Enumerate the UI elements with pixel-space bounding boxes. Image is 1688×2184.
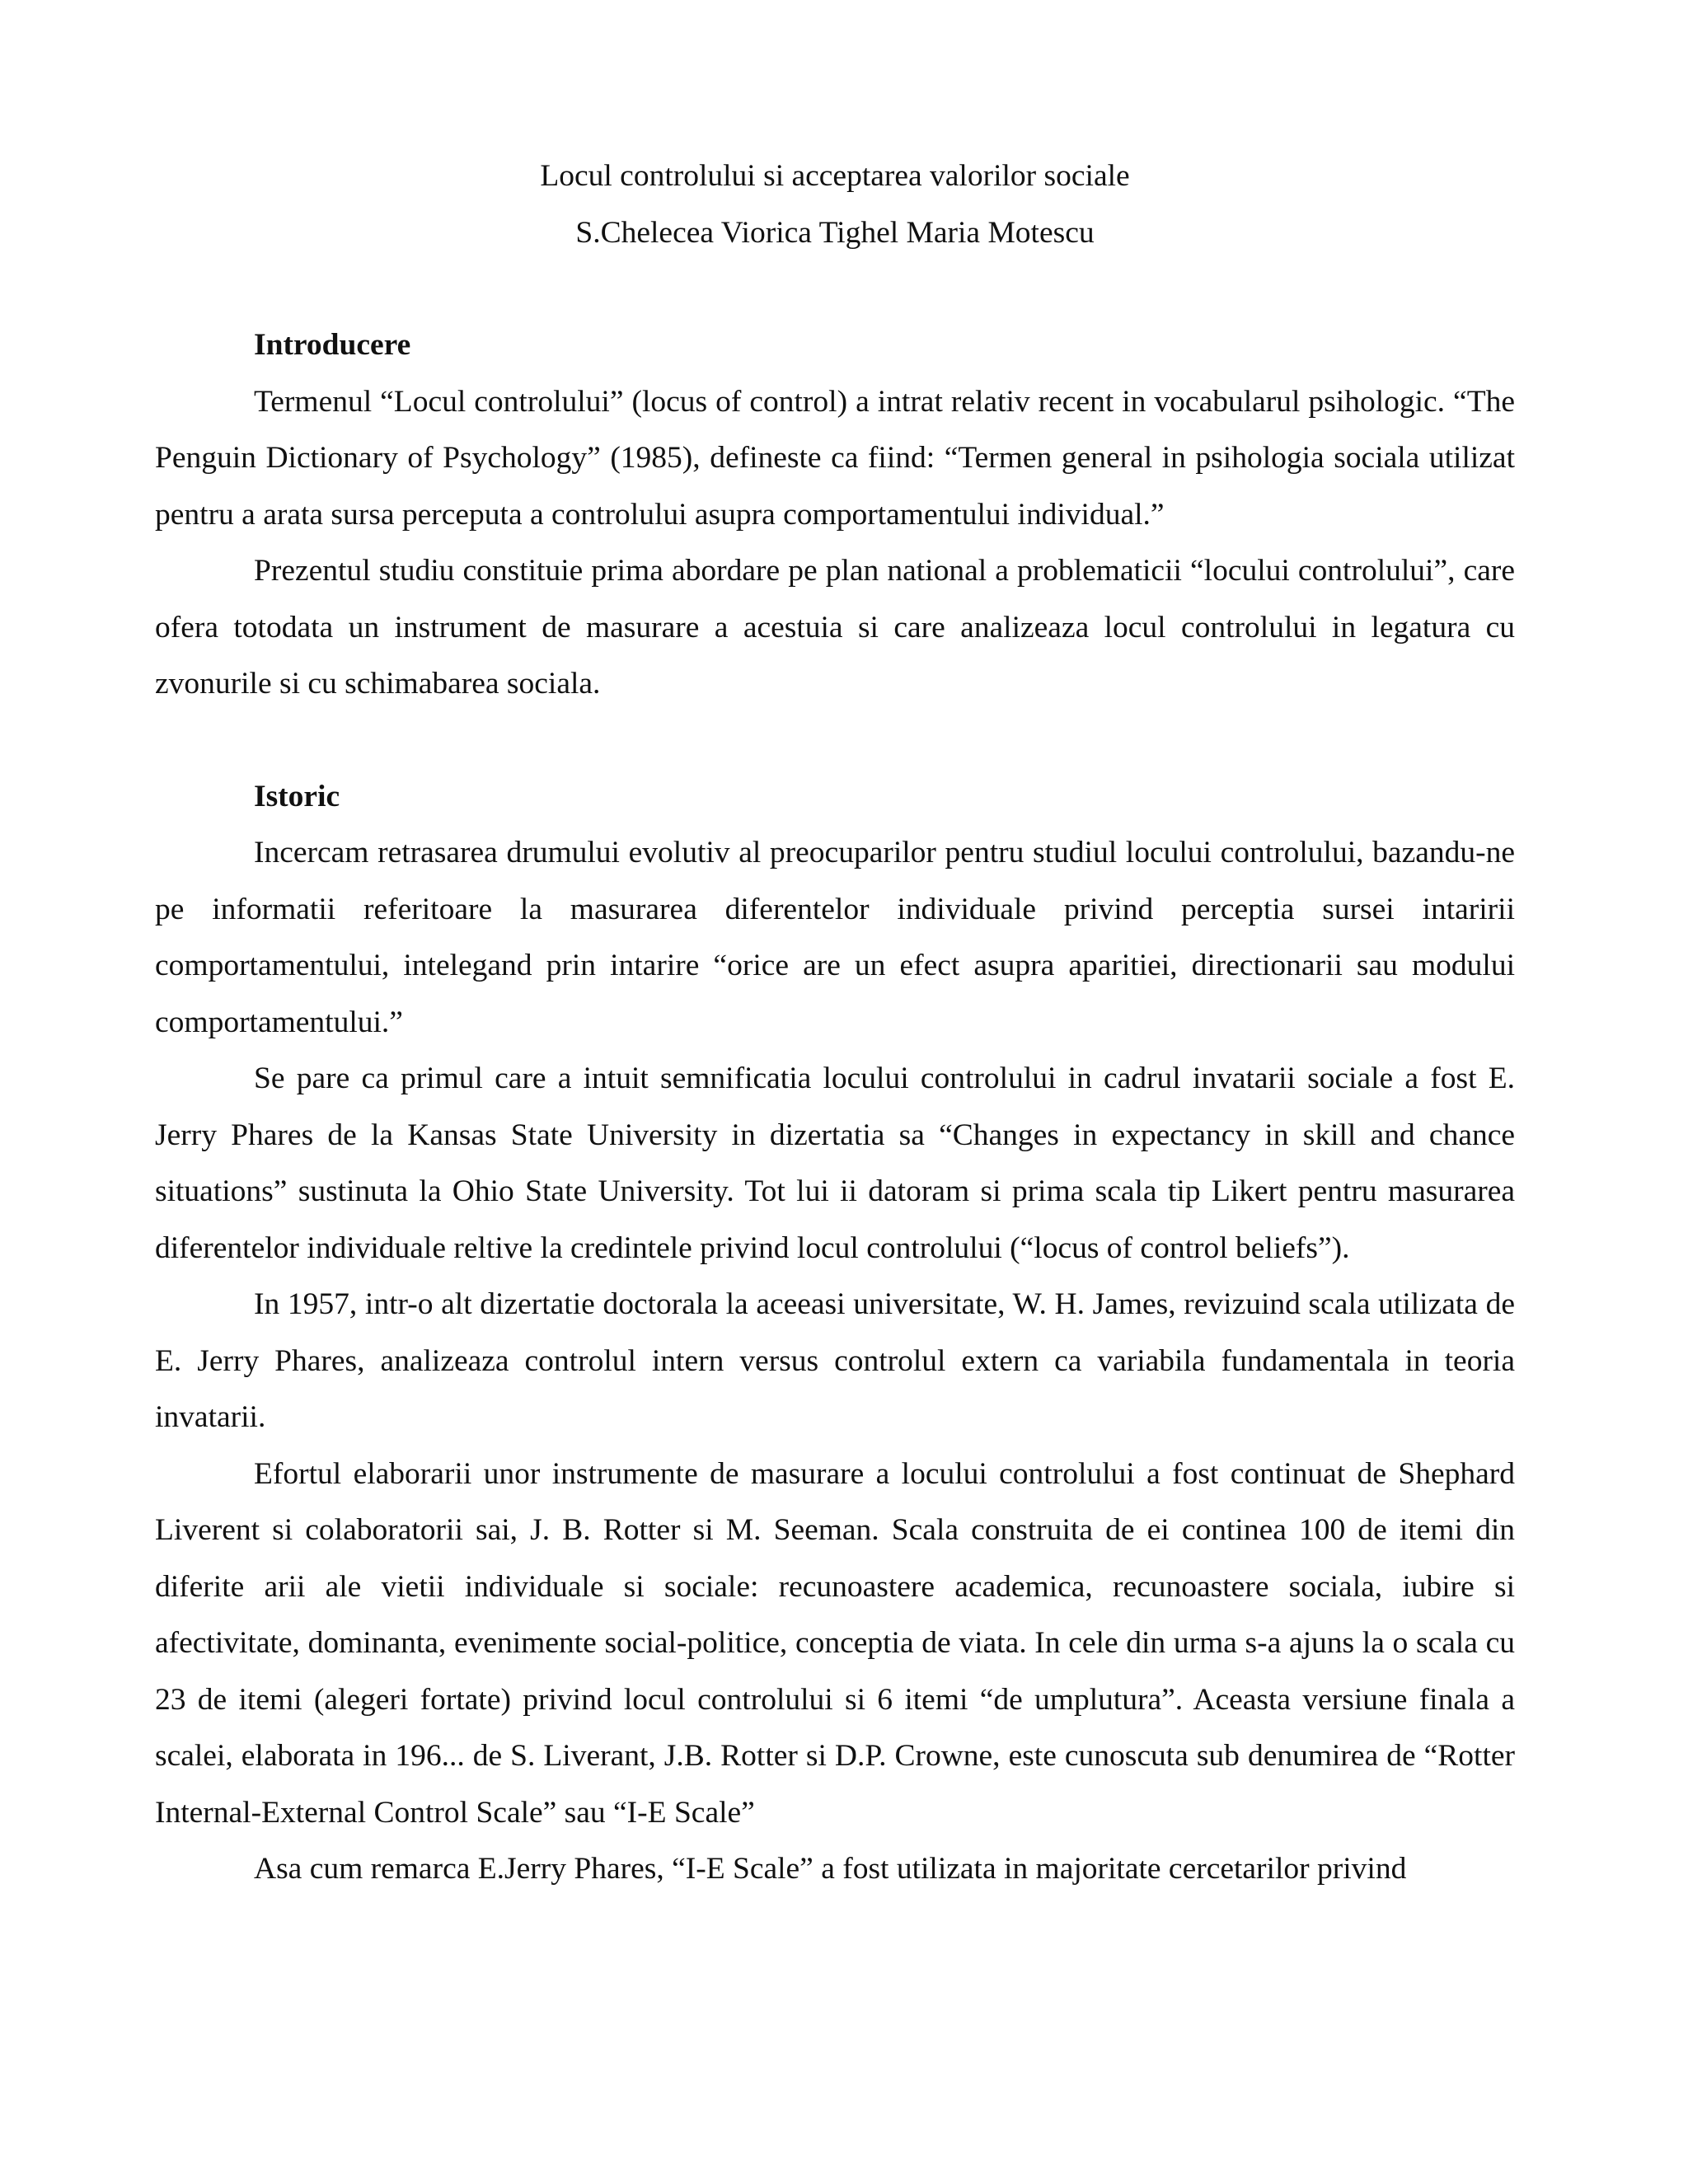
document-title: Locul controlului si acceptarea valorilor sociale	[540, 159, 1130, 193]
title-block	[155, 148, 1515, 261]
section-heading: Istoric	[254, 779, 340, 813]
paragraph: In 1957, intr-o alt dizertatie doctorala la aceeasi universitate, W. H. James, revizuind scala utilizata de E. Jerry Phares, analizeaza controlul intern versus controlul extern ca variabila fundamentala in teoria invatarii.	[155, 1287, 1515, 1434]
paragraph: Prezentul studiu constituie prima abordare pe plan national a problematicii “locului controlului”, care ofera totodata un instrument de masurare a acestuia si care analizeaza locul controlului in legatura cu zvonurile si cu schimabarea sociala.	[155, 554, 1515, 701]
blank-line	[155, 713, 1515, 769]
section-introducere	[155, 317, 1515, 713]
section-heading: Introducere	[254, 328, 411, 362]
paragraph: Asa cum remarca E.Jerry Phares, “I-E Scale” a fost utilizata in majoritate cercetarilor privind	[254, 1852, 1407, 1886]
document-page	[155, 148, 1515, 1898]
document-authors: S.Chelecea Viorica Tighel Maria Motescu	[575, 215, 1095, 250]
blank-line	[155, 261, 1515, 317]
paragraph: Efortul elaborarii unor instrumente de masurare a locului controlului a fost continuat de Shephard Liverent si colaboratorii sai, J. B. Rotter si M. Seeman. Scala construita de ei continea 100 de itemi din diferite arii ale vietii individuale si sociale: recunoastere academica, recunoastere sociala, iubire si afectivitate, dominanta, evenimente social-politice, conceptia de viata. In cele din urma s-a ajuns la o scala cu 23 de itemi (alegeri fortate) privind locul controlului si 6 itemi “de umplutura”. Aceasta versiune finala a scalei, elaborata in 196... de S. Liverant, J.B. Rotter si D.P. Crowne, este cunoscuta sub denumirea de “Rotter Internal-External Control Scale” sau “I-E Scale”	[155, 1456, 1515, 1830]
paragraph: Se pare ca primul care a intuit semnificatia locului controlului in cadrul invatarii sociale a fost E. Jerry Phares de la Kansas State University in dizertatia sa “Changes in expectancy in skill and chance situations” sustinuta la Ohio State University. Tot lui ii datoram si prima scala tip Likert pentru masurarea diferentelor individuale reltive la credintele privind locul controlului (“locus of control beliefs”).	[155, 1062, 1515, 1265]
paragraph: Termenul “Locul controlului” (locus of control) a intrat relativ recent in vocabularul psihologic. “The Penguin Dictionary of Psychology” (1985), defineste ca fiind: “Termen general in psihologia sociala utilizat pentru a arata sursa perceputa a controlului asupra comportamentului individual.”	[155, 384, 1515, 532]
section-istoric	[155, 769, 1515, 1898]
paragraph: Incercam retrasarea drumului evolutiv al preocuparilor pentru studiul locului controlului, bazandu-ne pe informatii referitoare la masurarea diferentelor individuale privind perceptia sursei intaririi comportamentului, intelegand prin intarire “orice are un efect asupra aparitiei, directionarii sau modului comportamentului.”	[155, 836, 1515, 1039]
